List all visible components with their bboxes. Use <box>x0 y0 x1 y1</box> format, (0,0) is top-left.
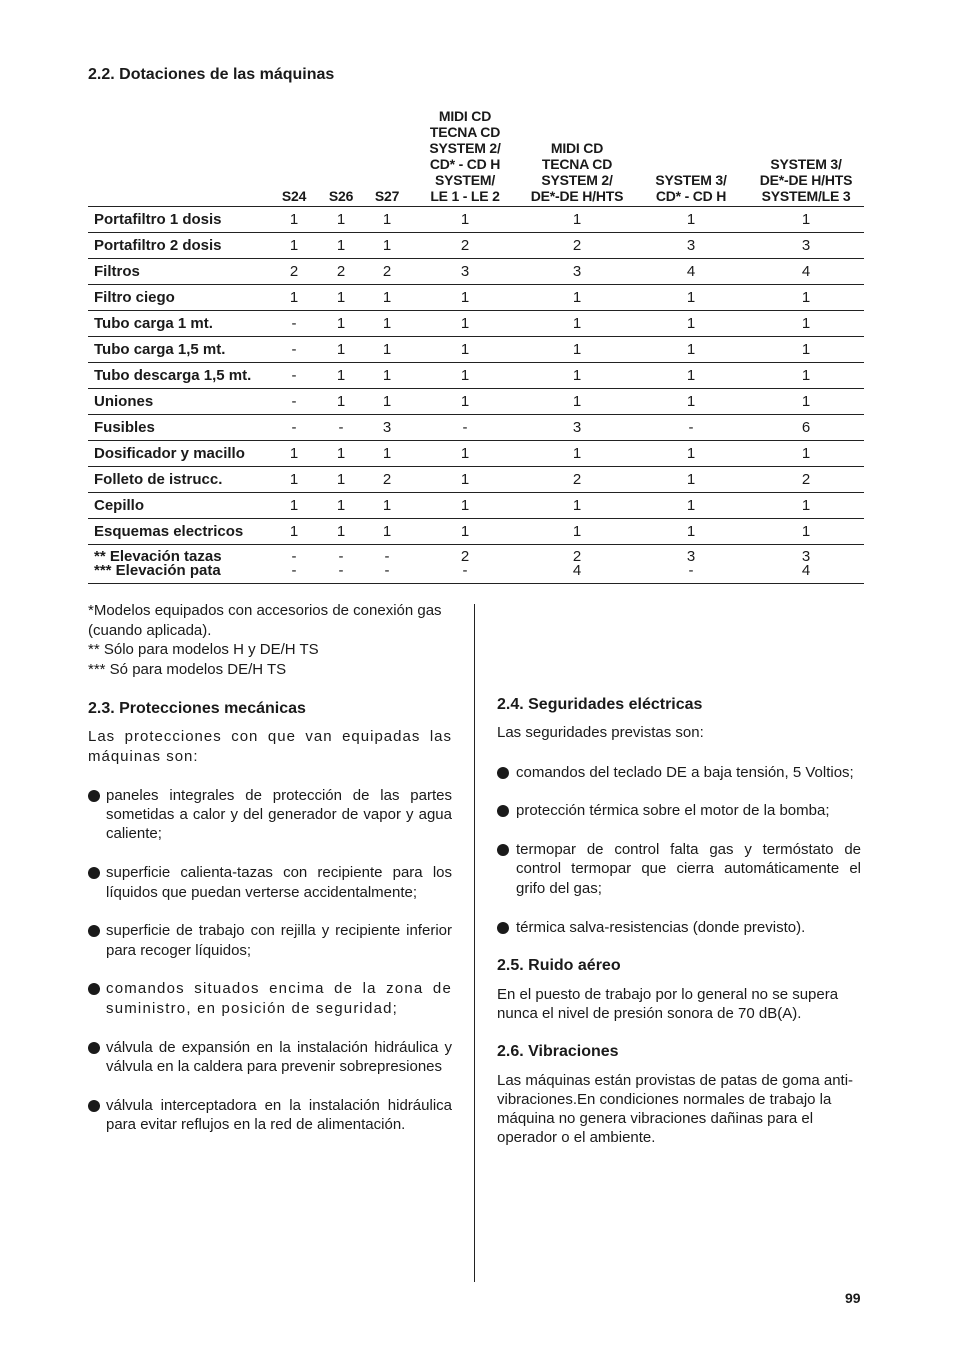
table-cell-label <box>88 545 270 584</box>
table-cell: 1 <box>270 233 318 259</box>
bullet-text: termopar de control falta gas y termóstato de control termopar que cierra automáticamente el grifo del gas; <box>516 841 861 897</box>
table-cell: 1 <box>364 389 410 415</box>
table-cell: 1 <box>270 207 318 233</box>
bullet-text: superficie calienta-tazas con recipiente para los líquidos que puedan verterse accidentalmente; <box>106 864 452 901</box>
bullet-text: válvula de expansión en la instalación hidráulica y válvula en la caldera para prevenir sobrepresiones <box>106 1038 452 1075</box>
table-cell: 1 <box>410 493 520 519</box>
cell-line: - <box>291 548 297 565</box>
table-cell-label: Tubo carga 1,5 mt. <box>88 337 270 363</box>
table-cell: 1 <box>520 311 634 337</box>
bullet-icon <box>88 1100 100 1112</box>
table-cell: - <box>270 415 318 441</box>
table-row <box>88 311 864 337</box>
table-row <box>88 441 864 467</box>
table-cell: 1 <box>318 207 364 233</box>
table-cell <box>318 545 364 584</box>
table-cell: 3 <box>520 259 634 285</box>
table-cell: 1 <box>748 519 864 545</box>
table-cell: 1 <box>270 519 318 545</box>
table-header-cell: S24 <box>281 188 307 204</box>
table-row <box>88 285 864 311</box>
table-cell: 1 <box>364 311 410 337</box>
table-row <box>88 519 864 545</box>
table-cell: - <box>318 415 364 441</box>
table-cell: 1 <box>748 363 864 389</box>
table-cell: 1 <box>634 519 748 545</box>
table-cell: - <box>410 415 520 441</box>
table-cell-label: Fusibles <box>88 415 270 441</box>
table-cell: 1 <box>748 285 864 311</box>
column-divider <box>474 604 475 1282</box>
table-cell: 1 <box>318 311 364 337</box>
page-number: 99 <box>845 1290 861 1306</box>
table-cell: 3 <box>410 259 520 285</box>
cell-line: 3 <box>686 548 696 565</box>
cell-line: 2 <box>572 548 582 565</box>
table-cell: 1 <box>520 207 634 233</box>
cell-line: - <box>291 562 297 579</box>
table-cell: 4 <box>634 259 748 285</box>
table-cell: - <box>270 389 318 415</box>
bullet-text: válvula interceptadora en la instalación hidráulica para evitar reflujos en la red de alimentación. <box>106 1096 452 1133</box>
table-cell-label: Tubo carga 1 mt. <box>88 311 270 337</box>
table-cell <box>520 545 634 584</box>
table-cell: 2 <box>520 467 634 493</box>
bullet-item <box>497 763 861 782</box>
table-cell: 1 <box>520 519 634 545</box>
table-cell-label: Folleto de istrucc. <box>88 467 270 493</box>
table-cell: 1 <box>634 363 748 389</box>
table-cell-label: Tubo descarga 1,5 mt. <box>88 363 270 389</box>
table-row <box>88 233 864 259</box>
section-title-2-2: 2.2. Dotaciones de las máquinas <box>88 66 335 83</box>
footnote: *** Só para modelos DE/H TS <box>88 660 287 678</box>
table-cell: 2 <box>410 233 520 259</box>
table-cell: 3 <box>748 233 864 259</box>
table-cell: 1 <box>748 311 864 337</box>
table-row <box>88 207 864 233</box>
footnote: ** Sólo para modelos H y DE/H TS <box>88 641 319 658</box>
table-cell: 1 <box>410 207 520 233</box>
bullet-item <box>88 921 452 960</box>
bullet-item <box>88 1038 452 1077</box>
bullet-icon <box>88 983 100 995</box>
section-2-6-text: Las máquinas están provistas de patas de goma anti-vibraciones.En condiciones normales de trabajo la máquina no genera vibraciones dañinas para el operador o el ambiente. <box>497 1071 854 1147</box>
table-cell: 1 <box>748 493 864 519</box>
cell-line: - <box>462 562 468 579</box>
table-row <box>88 467 864 493</box>
table-cell: - <box>634 415 748 441</box>
table-cell: 1 <box>364 337 410 363</box>
table-cell-label: Portafiltro 2 dosis <box>88 233 270 259</box>
table-cell: - <box>270 337 318 363</box>
table-cell: 1 <box>318 493 364 519</box>
table-header-cell: MIDI CD TECNA CD SYSTEM 2/ CD* - CD H SYSTEM/ LE 1 - LE 2 <box>429 108 501 204</box>
table-cell: 4 <box>748 259 864 285</box>
table-cell: - <box>270 311 318 337</box>
table-cell: 1 <box>318 389 364 415</box>
table-cell <box>410 545 520 584</box>
table-cell: - <box>270 363 318 389</box>
table-cell: 1 <box>748 207 864 233</box>
table-cell: 1 <box>364 363 410 389</box>
table-cell-label: Cepillo <box>88 493 270 519</box>
table-cell: 1 <box>410 311 520 337</box>
cell-line: - <box>384 548 390 565</box>
section-title-2-4: 2.4. Seguridades eléctricas <box>497 696 703 713</box>
section-intro: Las seguridades previstas son: <box>497 724 704 742</box>
table-cell <box>748 545 864 584</box>
table-cell <box>364 545 410 584</box>
table-cell: 1 <box>410 337 520 363</box>
table-cell-label: Filtros <box>88 259 270 285</box>
table-cell: 1 <box>634 337 748 363</box>
table-cell: 3 <box>364 415 410 441</box>
section-2-5-text: En el puesto de trabajo por lo general no se supera nunca el nivel de presión sonora de 70 dB(A). <box>497 985 839 1022</box>
bullet-item <box>88 979 452 1018</box>
table-cell: 1 <box>410 441 520 467</box>
table-header-cell: SYSTEM 3/ CD* - CD H <box>655 172 727 204</box>
table-cell: 1 <box>520 363 634 389</box>
table-cell: 1 <box>318 467 364 493</box>
bullet-item <box>88 786 452 844</box>
label-line: *** Elevación pata <box>94 562 221 579</box>
bullet-text: protección térmica sobre el motor de la bomba; <box>516 802 830 820</box>
footnote: *Modelos equipados con accesorios de conexión gas (cuando aplicada). <box>88 602 442 639</box>
bullet-text: comandos del teclado DE a baja tensión, 5 Voltios; <box>516 763 854 781</box>
table-cell: 1 <box>364 207 410 233</box>
bullet-icon <box>88 790 100 802</box>
cell-line: 2 <box>460 548 470 565</box>
table-cell: 2 <box>270 259 318 285</box>
table-cell: 6 <box>748 415 864 441</box>
section-title-2-6: 2.6. Vibraciones <box>497 1043 619 1061</box>
table-cell: 1 <box>410 519 520 545</box>
table-cell: 1 <box>318 285 364 311</box>
table-cell: 1 <box>410 389 520 415</box>
bullet-text: paneles integrales de protección de las partes sometidas a calor y del generador de vapor y agua caliente; <box>106 786 452 843</box>
table-header-cell: S26 <box>328 188 354 204</box>
section-intro: Las protecciones con que van equipadas las máquinas son: <box>88 728 452 765</box>
table-cell: 1 <box>748 389 864 415</box>
table-cell: 1 <box>270 285 318 311</box>
bullet-item <box>497 840 861 898</box>
table-cell-label: Dosificador y macillo <box>88 441 270 467</box>
table-cell-label: Uniones <box>88 389 270 415</box>
table-cell-label: Portafiltro 1 dosis <box>88 207 270 233</box>
bullet-icon <box>497 922 509 934</box>
table-cell: 2 <box>318 259 364 285</box>
cell-line: - <box>338 562 344 579</box>
table-cell-label: Filtro ciego <box>88 285 270 311</box>
table-cell: 1 <box>364 285 410 311</box>
table-cell: 3 <box>634 233 748 259</box>
bullet-text: térmica salva-resistencias (donde previsto). <box>516 918 806 936</box>
table-cell: 1 <box>634 467 748 493</box>
table-header-cell: MIDI CD TECNA CD SYSTEM 2/ DE*-DE H/HTS <box>530 140 624 204</box>
table-cell: 1 <box>634 441 748 467</box>
table-row <box>88 545 864 584</box>
table-row <box>88 493 864 519</box>
bullet-item <box>497 801 861 820</box>
table-cell: 2 <box>364 259 410 285</box>
table-cell: 1 <box>410 363 520 389</box>
section-title-2-3: 2.3. Protecciones mecánicas <box>88 700 306 717</box>
table-header-cell <box>88 108 270 207</box>
cell-line: 4 <box>801 562 811 579</box>
table-cell: 1 <box>520 441 634 467</box>
bullet-item <box>88 1096 452 1135</box>
section-2-3 <box>88 699 452 1154</box>
table-cell: 1 <box>410 285 520 311</box>
table-cell: 1 <box>270 493 318 519</box>
bullet-icon <box>88 867 100 879</box>
table-row <box>88 389 864 415</box>
table-cell: 1 <box>748 337 864 363</box>
bullet-text: superficie de trabajo con rejilla y recipiente inferior para recoger líquidos; <box>106 922 452 959</box>
bullet-icon <box>497 805 509 817</box>
table-cell: 1 <box>634 311 748 337</box>
table-row <box>88 415 864 441</box>
table-cell: 1 <box>410 467 520 493</box>
table-cell: 1 <box>520 389 634 415</box>
table-cell: 1 <box>520 337 634 363</box>
table-cell: 2 <box>520 233 634 259</box>
table-cell: 1 <box>748 441 864 467</box>
equipment-table <box>88 108 864 584</box>
table-cell: 1 <box>634 207 748 233</box>
table-cell: 1 <box>318 233 364 259</box>
table-cell: 1 <box>520 493 634 519</box>
table-cell: 3 <box>520 415 634 441</box>
section-title-2-5: 2.5. Ruido aéreo <box>497 957 621 975</box>
table-header-cell: SYSTEM 3/ DE*-DE H/HTS SYSTEM/LE 3 <box>759 156 853 204</box>
cell-line: - <box>688 562 694 579</box>
cell-line: 3 <box>801 548 811 565</box>
table-header-row <box>88 108 864 207</box>
table-row <box>88 337 864 363</box>
table-footnotes <box>88 601 463 679</box>
table-cell: 1 <box>270 441 318 467</box>
table-row <box>88 363 864 389</box>
table-cell: 1 <box>318 363 364 389</box>
table-header-cell: S27 <box>374 188 400 204</box>
label-line: ** Elevación tazas <box>94 548 222 565</box>
table-cell: 1 <box>634 389 748 415</box>
bullet-icon <box>497 844 509 856</box>
table-cell: 2 <box>748 467 864 493</box>
table-cell <box>634 545 748 584</box>
table-cell: 1 <box>318 337 364 363</box>
table-cell: 1 <box>634 493 748 519</box>
table-row <box>88 259 864 285</box>
cell-line: 4 <box>572 562 582 579</box>
table-cell: 2 <box>364 467 410 493</box>
cell-line: - <box>338 548 344 565</box>
bullet-item <box>497 918 861 937</box>
table-cell: 1 <box>520 285 634 311</box>
table-cell: 1 <box>318 441 364 467</box>
table-cell: 1 <box>364 519 410 545</box>
table-cell: 1 <box>634 285 748 311</box>
bullet-text: comandos situados encima de la zona de suministro, en posición de seguridad; <box>106 980 452 1017</box>
cell-line: - <box>384 562 390 579</box>
table-cell-label: Esquemas electricos <box>88 519 270 545</box>
bullet-icon <box>88 1042 100 1054</box>
table-cell <box>270 545 318 584</box>
bullet-item <box>88 863 452 902</box>
table-cell: 1 <box>318 519 364 545</box>
bullet-icon <box>88 925 100 937</box>
table-cell: 1 <box>364 233 410 259</box>
table-cell: 1 <box>270 467 318 493</box>
table-cell: 1 <box>364 493 410 519</box>
section-2-4 <box>497 695 861 1148</box>
bullet-icon <box>497 767 509 779</box>
table-cell: 1 <box>364 441 410 467</box>
